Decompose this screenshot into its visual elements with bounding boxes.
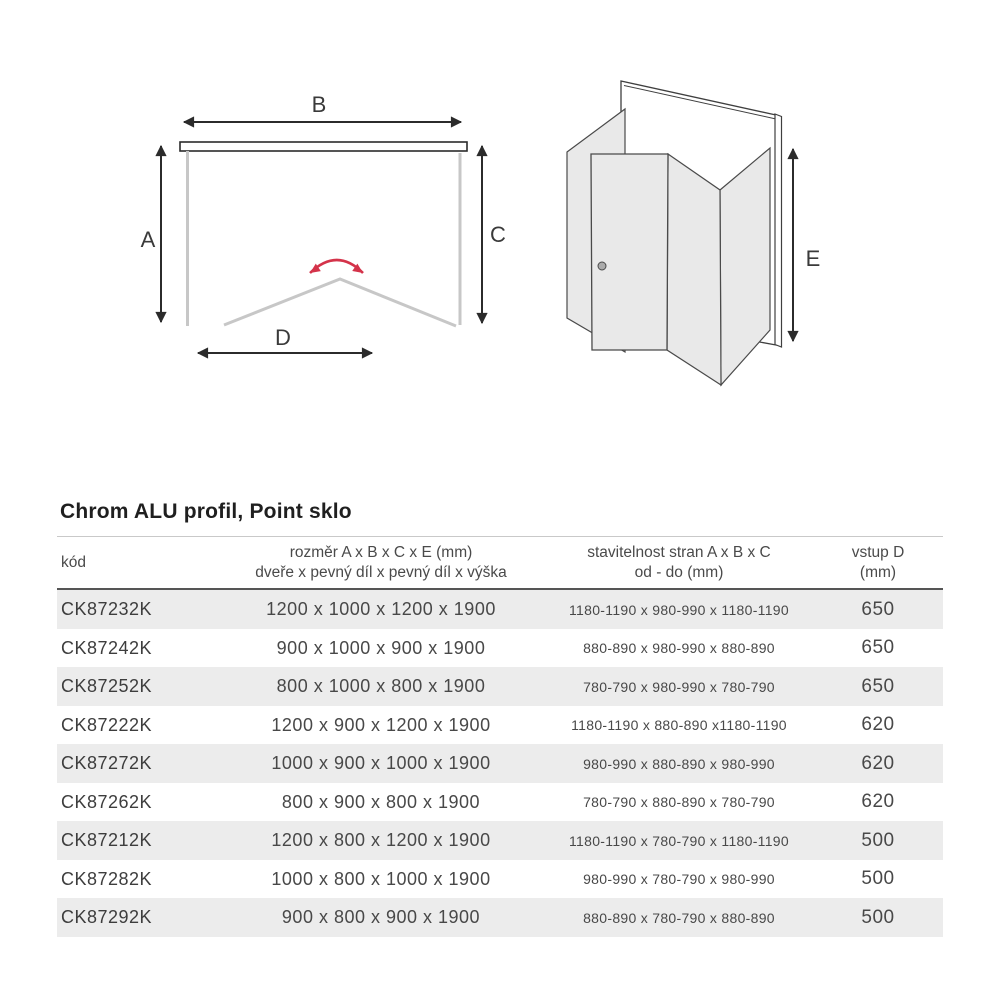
product-code: CK87282K xyxy=(61,868,153,889)
product-entry: 650 xyxy=(861,675,895,697)
product-size: 900 x 1000 x 900 x 1900 xyxy=(276,637,486,658)
product-entry: 500 xyxy=(861,868,895,890)
table-row xyxy=(57,629,943,668)
product-code: CK87212K xyxy=(61,830,153,851)
product-adjustability: 1180-1190 x 780-790 x 1180-1190 xyxy=(569,832,789,849)
product-entry: 650 xyxy=(861,598,895,620)
product-code: CK87252K xyxy=(61,676,153,697)
product-code: CK87242K xyxy=(61,637,153,658)
door-panel xyxy=(591,154,668,350)
header-entry-line1: vstup D xyxy=(851,544,905,561)
table-row xyxy=(57,860,943,899)
dim-label-a: A xyxy=(140,227,156,252)
wall-profile-strip xyxy=(775,114,782,347)
dim-label-c: C xyxy=(490,222,506,247)
table-row xyxy=(57,706,943,745)
page-title: Chrom ALU profil, Point sklo xyxy=(60,500,352,523)
fold-panel-outer xyxy=(720,148,770,385)
product-entry: 620 xyxy=(861,714,895,736)
product-size: 1200 x 1000 x 1200 x 1900 xyxy=(266,599,496,620)
header-size xyxy=(217,543,545,583)
dim-label-b: B xyxy=(311,92,327,117)
product-adjustability: 1180-1190 x 880-890 x1180-1190 xyxy=(571,717,787,734)
header-size-line2: dveře x pevný díl x pevný díl x výška xyxy=(255,564,507,582)
header-code: kód xyxy=(61,554,86,572)
product-adjustability: 780-790 x 980-990 x 780-790 xyxy=(583,678,775,695)
product-adjustability: 880-890 x 980-990 x 880-890 xyxy=(583,640,775,657)
header-adjust xyxy=(545,543,813,583)
table-row xyxy=(57,898,943,937)
product-adjustability: 1180-1190 x 980-990 x 1180-1190 xyxy=(569,601,789,618)
product-code: CK87262K xyxy=(61,791,153,812)
header-size-line1: rozměr A x B x C x E (mm) xyxy=(289,544,473,561)
product-code: CK87232K xyxy=(61,599,153,620)
table-row xyxy=(57,744,943,783)
product-adjustability: 980-990 x 780-790 x 980-990 xyxy=(583,871,775,888)
dim-label-d: D xyxy=(275,325,291,350)
product-code: CK87272K xyxy=(61,753,153,774)
product-size: 1000 x 900 x 1000 x 1900 xyxy=(271,753,491,774)
product-adjustability: 780-790 x 880-890 x 780-790 xyxy=(583,794,775,811)
table-row xyxy=(57,821,943,860)
product-code: CK87222K xyxy=(61,714,153,735)
spec-table xyxy=(57,500,943,937)
product-entry: 620 xyxy=(861,791,895,813)
product-entry: 500 xyxy=(861,906,895,928)
fold-panel-inner xyxy=(667,154,721,385)
product-entry: 620 xyxy=(861,752,895,774)
door-knob xyxy=(598,262,606,270)
header-adjust-line1: stavitelnost stran A x B x C xyxy=(587,544,771,561)
table-row xyxy=(57,667,943,706)
product-adjustability: 980-990 x 880-890 x 980-990 xyxy=(583,755,775,772)
dim-label-e: E xyxy=(805,246,821,271)
product-size: 800 x 1000 x 800 x 1900 xyxy=(276,676,486,697)
diagram-iso-view xyxy=(555,55,845,405)
folding-door xyxy=(224,279,456,326)
table-row xyxy=(57,783,943,822)
product-code: CK87292K xyxy=(61,907,153,928)
table-row xyxy=(57,590,943,629)
header-adjust-line2: od - do (mm) xyxy=(634,564,724,582)
product-entry: 500 xyxy=(861,829,895,851)
product-adjustability: 880-890 x 780-790 x 880-890 xyxy=(583,909,775,926)
product-size: 1200 x 900 x 1200 x 1900 xyxy=(271,714,491,735)
header-entry xyxy=(813,543,943,583)
product-size: 1000 x 800 x 1000 x 1900 xyxy=(271,868,491,889)
product-size: 800 x 900 x 800 x 1900 xyxy=(281,791,481,812)
product-size: 900 x 800 x 900 x 1900 xyxy=(281,907,481,928)
diagram-top-view xyxy=(140,85,530,395)
table-header xyxy=(57,536,943,590)
wall-profile-bar xyxy=(180,142,467,151)
header-entry-line2: (mm) xyxy=(859,564,897,582)
product-entry: 650 xyxy=(861,637,895,659)
product-size: 1200 x 800 x 1200 x 1900 xyxy=(271,830,491,851)
